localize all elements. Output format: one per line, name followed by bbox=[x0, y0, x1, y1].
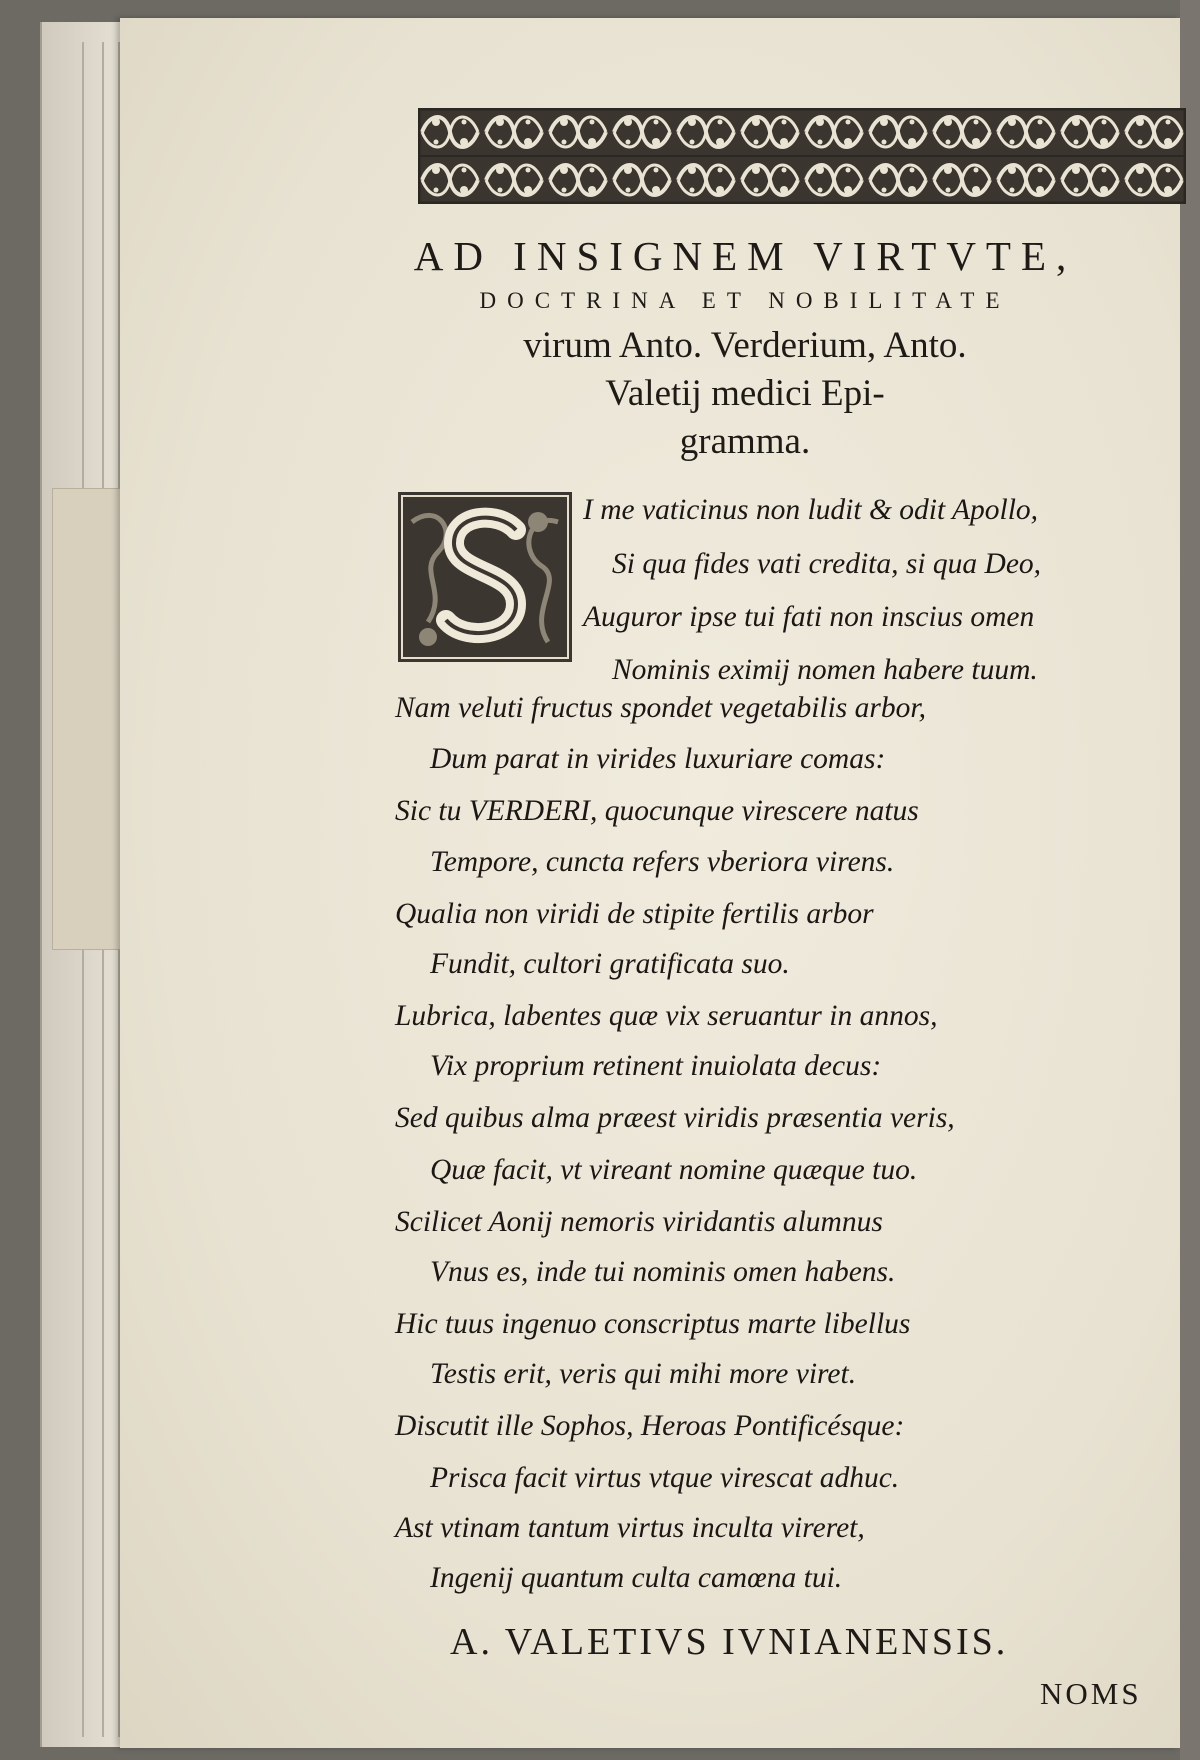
verse-line: Sed quibus alma præest viridis præsentia veris, bbox=[395, 1102, 955, 1134]
verse-line: Scilicet Aonij nemoris viridantis alumnus bbox=[395, 1206, 883, 1238]
title-line-3: virum Anto. Verderium, Anto. bbox=[523, 325, 967, 366]
verse-line: Nominis eximij nomen habere tuum. bbox=[612, 654, 1038, 686]
verse-line: Fundit, cultori gratificata suo. bbox=[430, 948, 790, 980]
verse-line: Auguror ipse tui fati non inscius omen bbox=[583, 601, 1035, 633]
title-line-4: Valetij medici Epi- bbox=[605, 373, 885, 414]
verse-line: Vnus es, inde tui nominis omen habens. bbox=[430, 1256, 896, 1288]
verse-line: I me vaticinus non ludit & odit Apollo, bbox=[583, 494, 1039, 526]
verse-line: Nam veluti fructus spondet vegetabilis arbor, bbox=[395, 692, 926, 724]
verse-line: Tempore, cuncta refers vberiora virens. bbox=[430, 846, 895, 878]
verse-line: Discutit ille Sophos, Heroas Pontificésque: bbox=[395, 1410, 905, 1442]
decorated-initial-s-icon bbox=[398, 492, 572, 662]
verse-line: Sic tu VERDERI, quocunque virescere natus bbox=[395, 795, 919, 827]
verse-line: Quæ facit, vt vireant nomine quæque tuo. bbox=[430, 1154, 918, 1186]
verse-line: Hic tuus ingenuo conscriptus marte libellus bbox=[395, 1308, 911, 1340]
verse-line: Prisca facit virtus vtque virescat adhuc. bbox=[430, 1462, 900, 1494]
paper-tab bbox=[52, 488, 124, 950]
floral-ornament-icon bbox=[418, 108, 1186, 204]
verse-line: Dum parat in virides luxuriare comas: bbox=[430, 743, 886, 775]
signature: A. VALETIVS IVNIANENSIS. bbox=[450, 1621, 1009, 1663]
verse-line: Testis erit, veris qui mihi more viret. bbox=[430, 1358, 857, 1390]
verse-line: Qualia non viridi de stipite fertilis arbor bbox=[395, 898, 874, 930]
verse-line: Ast vtinam tantum virtus inculta vireret, bbox=[395, 1512, 865, 1544]
verse-line: Vix proprium retinent inuiolata decus: bbox=[430, 1050, 882, 1082]
verse-line: Ingenij quantum culta camœna tui. bbox=[430, 1562, 843, 1594]
catchword: NOMS bbox=[1040, 1676, 1142, 1711]
title-line-1: AD INSIGNEM VIRTVTE, bbox=[413, 233, 1077, 279]
verse-line: Lubrica, labentes quæ vix seruantur in annos, bbox=[395, 1000, 938, 1032]
title-line-5: gramma. bbox=[679, 421, 811, 462]
title-lines-3-5 bbox=[300, 322, 1190, 466]
verse-line: Si qua fides vati credita, si qua Deo, bbox=[612, 548, 1042, 580]
title-line-2: DOCTRINA ET NOBILITATE bbox=[479, 288, 1011, 313]
